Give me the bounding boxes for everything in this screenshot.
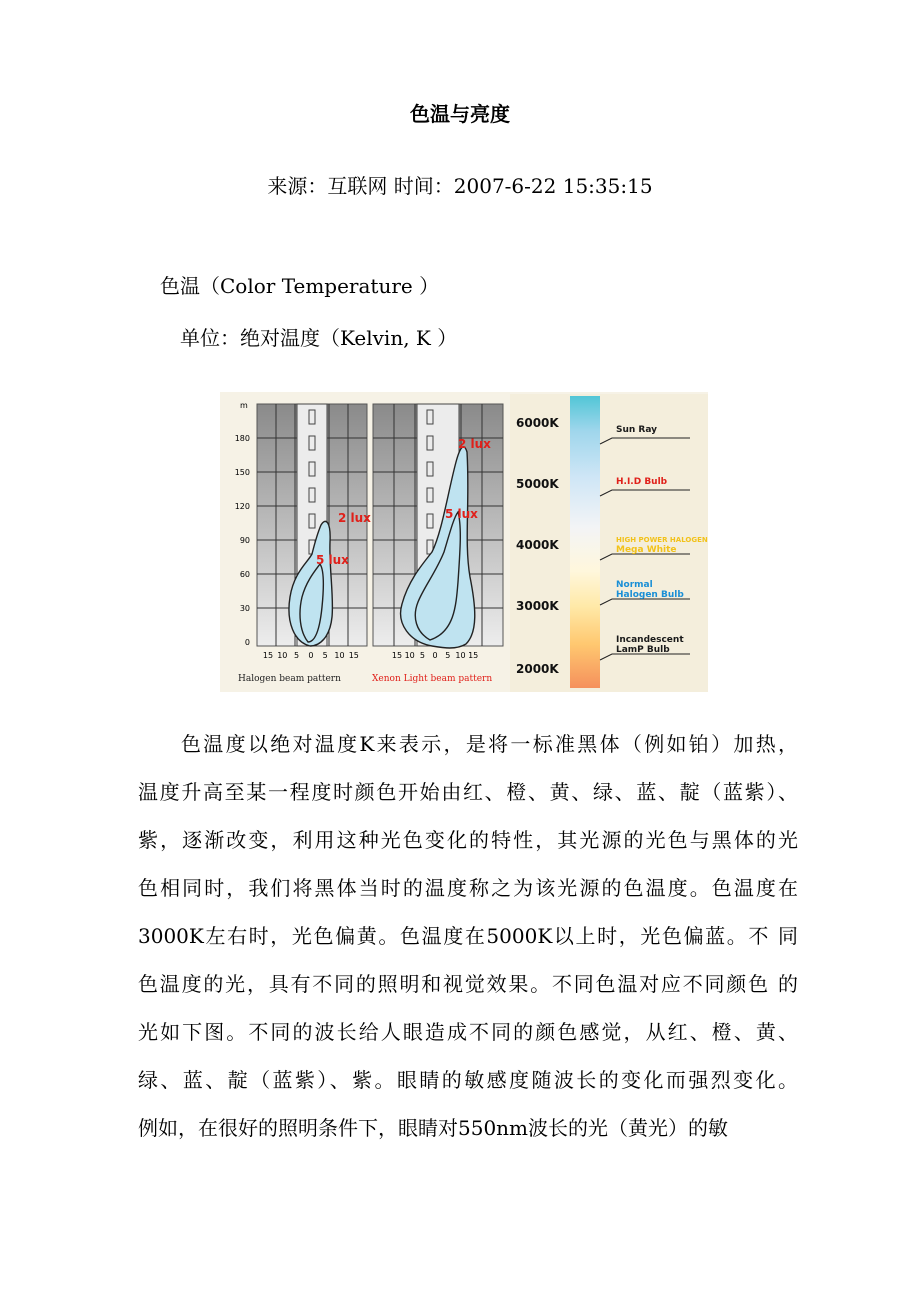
source-label: Incandescent xyxy=(616,635,684,645)
heading-color-temperature: 色温（Color Temperature ） xyxy=(160,274,440,298)
x-tick-label: 10 xyxy=(455,651,466,660)
xenon-5lux-label: 5 lux xyxy=(445,507,478,521)
x-tick-label: 10 xyxy=(404,651,415,660)
y-tick-label: 90 xyxy=(239,536,250,545)
source-label: H.I.D Bulb xyxy=(616,477,668,487)
halogen-5lux-label: 5 lux xyxy=(316,553,349,567)
xenon-chart xyxy=(372,404,503,684)
source-line: 来源：互联网 时间：2007-6-22 15:35:15 xyxy=(267,174,653,198)
y-tick-label: 120 xyxy=(234,502,250,511)
y-tick-label: 30 xyxy=(239,604,250,613)
x-tick-label: 5 xyxy=(419,651,425,660)
temperature-label: 2000K xyxy=(516,662,559,676)
temperature-label: 4000K xyxy=(516,538,559,552)
x-tick-label: 10 xyxy=(277,651,288,660)
y-tick-label: 0 xyxy=(244,638,250,647)
y-tick-labels xyxy=(235,434,250,647)
x-tick-label: 0 xyxy=(432,651,438,660)
paragraph-line: 绿、蓝、靛（蓝紫）、紫。眼睛的敏感度随波长的变化而强烈变化。 xyxy=(138,1068,798,1092)
x-tick-label: 5 xyxy=(322,651,328,660)
y-tick-label: 150 xyxy=(234,468,250,477)
temperature-label: 6000K xyxy=(516,416,559,430)
temperature-color-bar xyxy=(570,396,600,688)
source-label: Mega White xyxy=(616,545,677,555)
paragraph-line: 温度升高至某一程度时颜色开始由红、橙、黄、绿、蓝、靛（蓝紫）、 xyxy=(138,780,798,804)
body-paragraph xyxy=(138,720,798,1152)
paragraph-line: 光如下图。不同的波长给人眼造成不同的颜色感觉，从红、橙、黄、 xyxy=(138,1020,798,1044)
xenon-2lux-label: 2 lux xyxy=(458,437,491,451)
x-tick-label: 0 xyxy=(308,651,314,660)
temperature-label: 3000K xyxy=(516,599,559,613)
source-label: LamP Bulb xyxy=(616,645,670,655)
paragraph-line: 色温度的光，具有不同的照明和视觉效果。不同色温对应不同颜色 的 xyxy=(138,972,798,996)
halogen-2lux-label: 2 lux xyxy=(338,511,371,525)
y-tick-label: 60 xyxy=(239,570,250,579)
temperature-label: 5000K xyxy=(516,477,559,491)
paragraph-line: 3000K左右时，光色偏黄。色温度在5000K以上时，光色偏蓝。不 同 xyxy=(138,924,798,948)
figure-svg xyxy=(220,392,708,692)
xenon-x-tick-labels xyxy=(392,651,478,660)
page-title: 色温与亮度 xyxy=(410,102,510,126)
x-tick-label: 10 xyxy=(334,651,345,660)
color-temperature-figure xyxy=(220,392,708,692)
x-tick-label: 15 xyxy=(348,651,359,660)
paragraph-line: 色温度以绝对温度K来表示，是将一标准黑体（例如铂）加热， xyxy=(181,732,798,756)
paragraph-line: 色相同时，我们将黑体当时的温度称之为该光源的色温度。色温度在 xyxy=(138,876,798,900)
x-tick-label: 15 xyxy=(391,651,403,660)
halogen-x-tick-labels xyxy=(263,651,359,660)
x-tick-label: 5 xyxy=(445,651,451,660)
halogen-chart xyxy=(235,401,371,684)
y-tick-label: 180 xyxy=(234,434,250,443)
source-label: Sun Ray xyxy=(616,425,658,435)
heading-unit: 单位：绝对温度（Kelvin, K ） xyxy=(180,326,458,350)
temperature-scale xyxy=(510,394,708,692)
source-label: Halogen Bulb xyxy=(616,590,684,600)
x-tick-label: 5 xyxy=(294,651,300,660)
source-label: HIGH POWER HALOGEN xyxy=(616,536,708,544)
paragraph-line: 紫，逐渐改变，利用这种光色变化的特性，其光源的光色与黑体的光 xyxy=(138,828,798,852)
xenon-caption: Xenon Light beam pattern xyxy=(372,674,493,684)
y-axis-unit: m xyxy=(240,401,248,410)
paragraph-line: 例如，在很好的照明条件下，眼睛对550nm波长的光（黄光）的敏 xyxy=(138,1116,729,1140)
halogen-caption: Halogen beam pattern xyxy=(238,674,341,684)
source-label: Normal xyxy=(616,580,653,590)
x-tick-label: 15 xyxy=(468,651,479,660)
x-tick-label: 15 xyxy=(262,651,274,660)
